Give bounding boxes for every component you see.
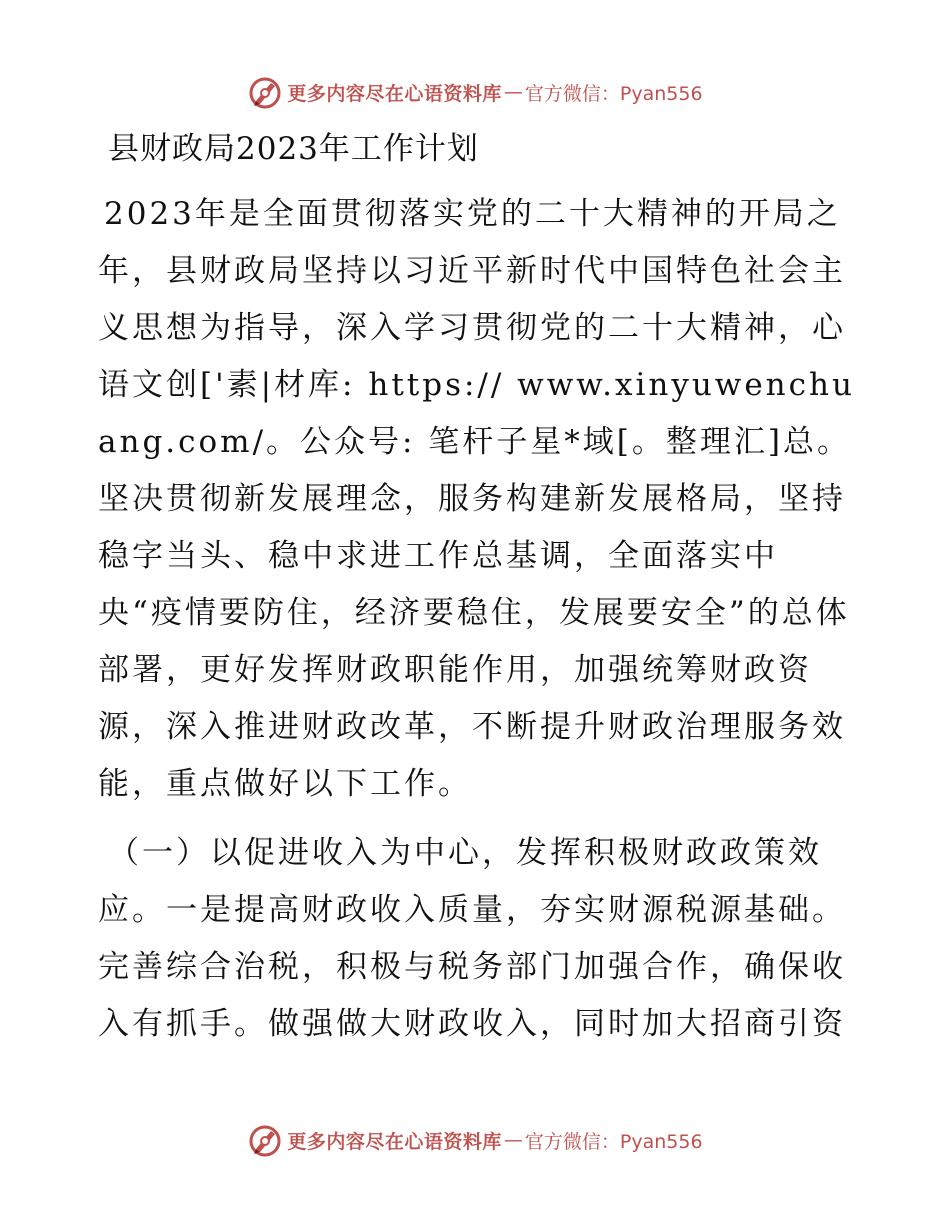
banner-slogan: 更多内容尽在心语资料库	[287, 1130, 502, 1153]
pen-logo-icon	[247, 1122, 283, 1158]
banner-wechat: 官方微信：Pyan556	[524, 82, 703, 105]
banner-separator: —	[503, 81, 523, 103]
document-title: 县财政局2023年工作计划	[108, 131, 479, 167]
footer-banner	[0, 1118, 950, 1162]
document-body	[98, 120, 858, 1053]
banner-wechat: 官方微信：Pyan556	[524, 1130, 703, 1153]
pen-logo-icon	[247, 74, 283, 110]
banner-separator: —	[503, 1129, 523, 1151]
header-banner	[0, 70, 950, 114]
paragraph-intro: 2023年是全面贯彻落实党的二十大精神的开局之年，县财政局坚持以习近平新时代中国特色社会主义思想为指导，深入学习贯彻党的二十大精神，心语文创['素|材库: https:// www.xinyuwenchuang.com/。公众号: 笔杆子星*域[。整理汇]总。坚决贯彻新发展理念，服务构建新发展格局，坚持稳字当头、稳中求进工作总基调，全面落实中央“疫情要防住，经济要稳住，发展要安全”的总体部署，更好发挥财政职能作用，加强统筹财政资源，深入推进财政改革，不断提升财政治理服务效能，重点做好以下工作。	[98, 196, 855, 802]
banner-slogan: 更多内容尽在心语资料库	[287, 82, 502, 105]
paragraph-section-one: （一）以促进收入为中心，发挥积极财政政策效应。一是提高财政收入质量，夯实财源税源基础。完善综合治税，积极与税务部门加强合作，确保收入有抓手。做强做大财政收入，同时加大招商引资	[98, 835, 846, 1042]
